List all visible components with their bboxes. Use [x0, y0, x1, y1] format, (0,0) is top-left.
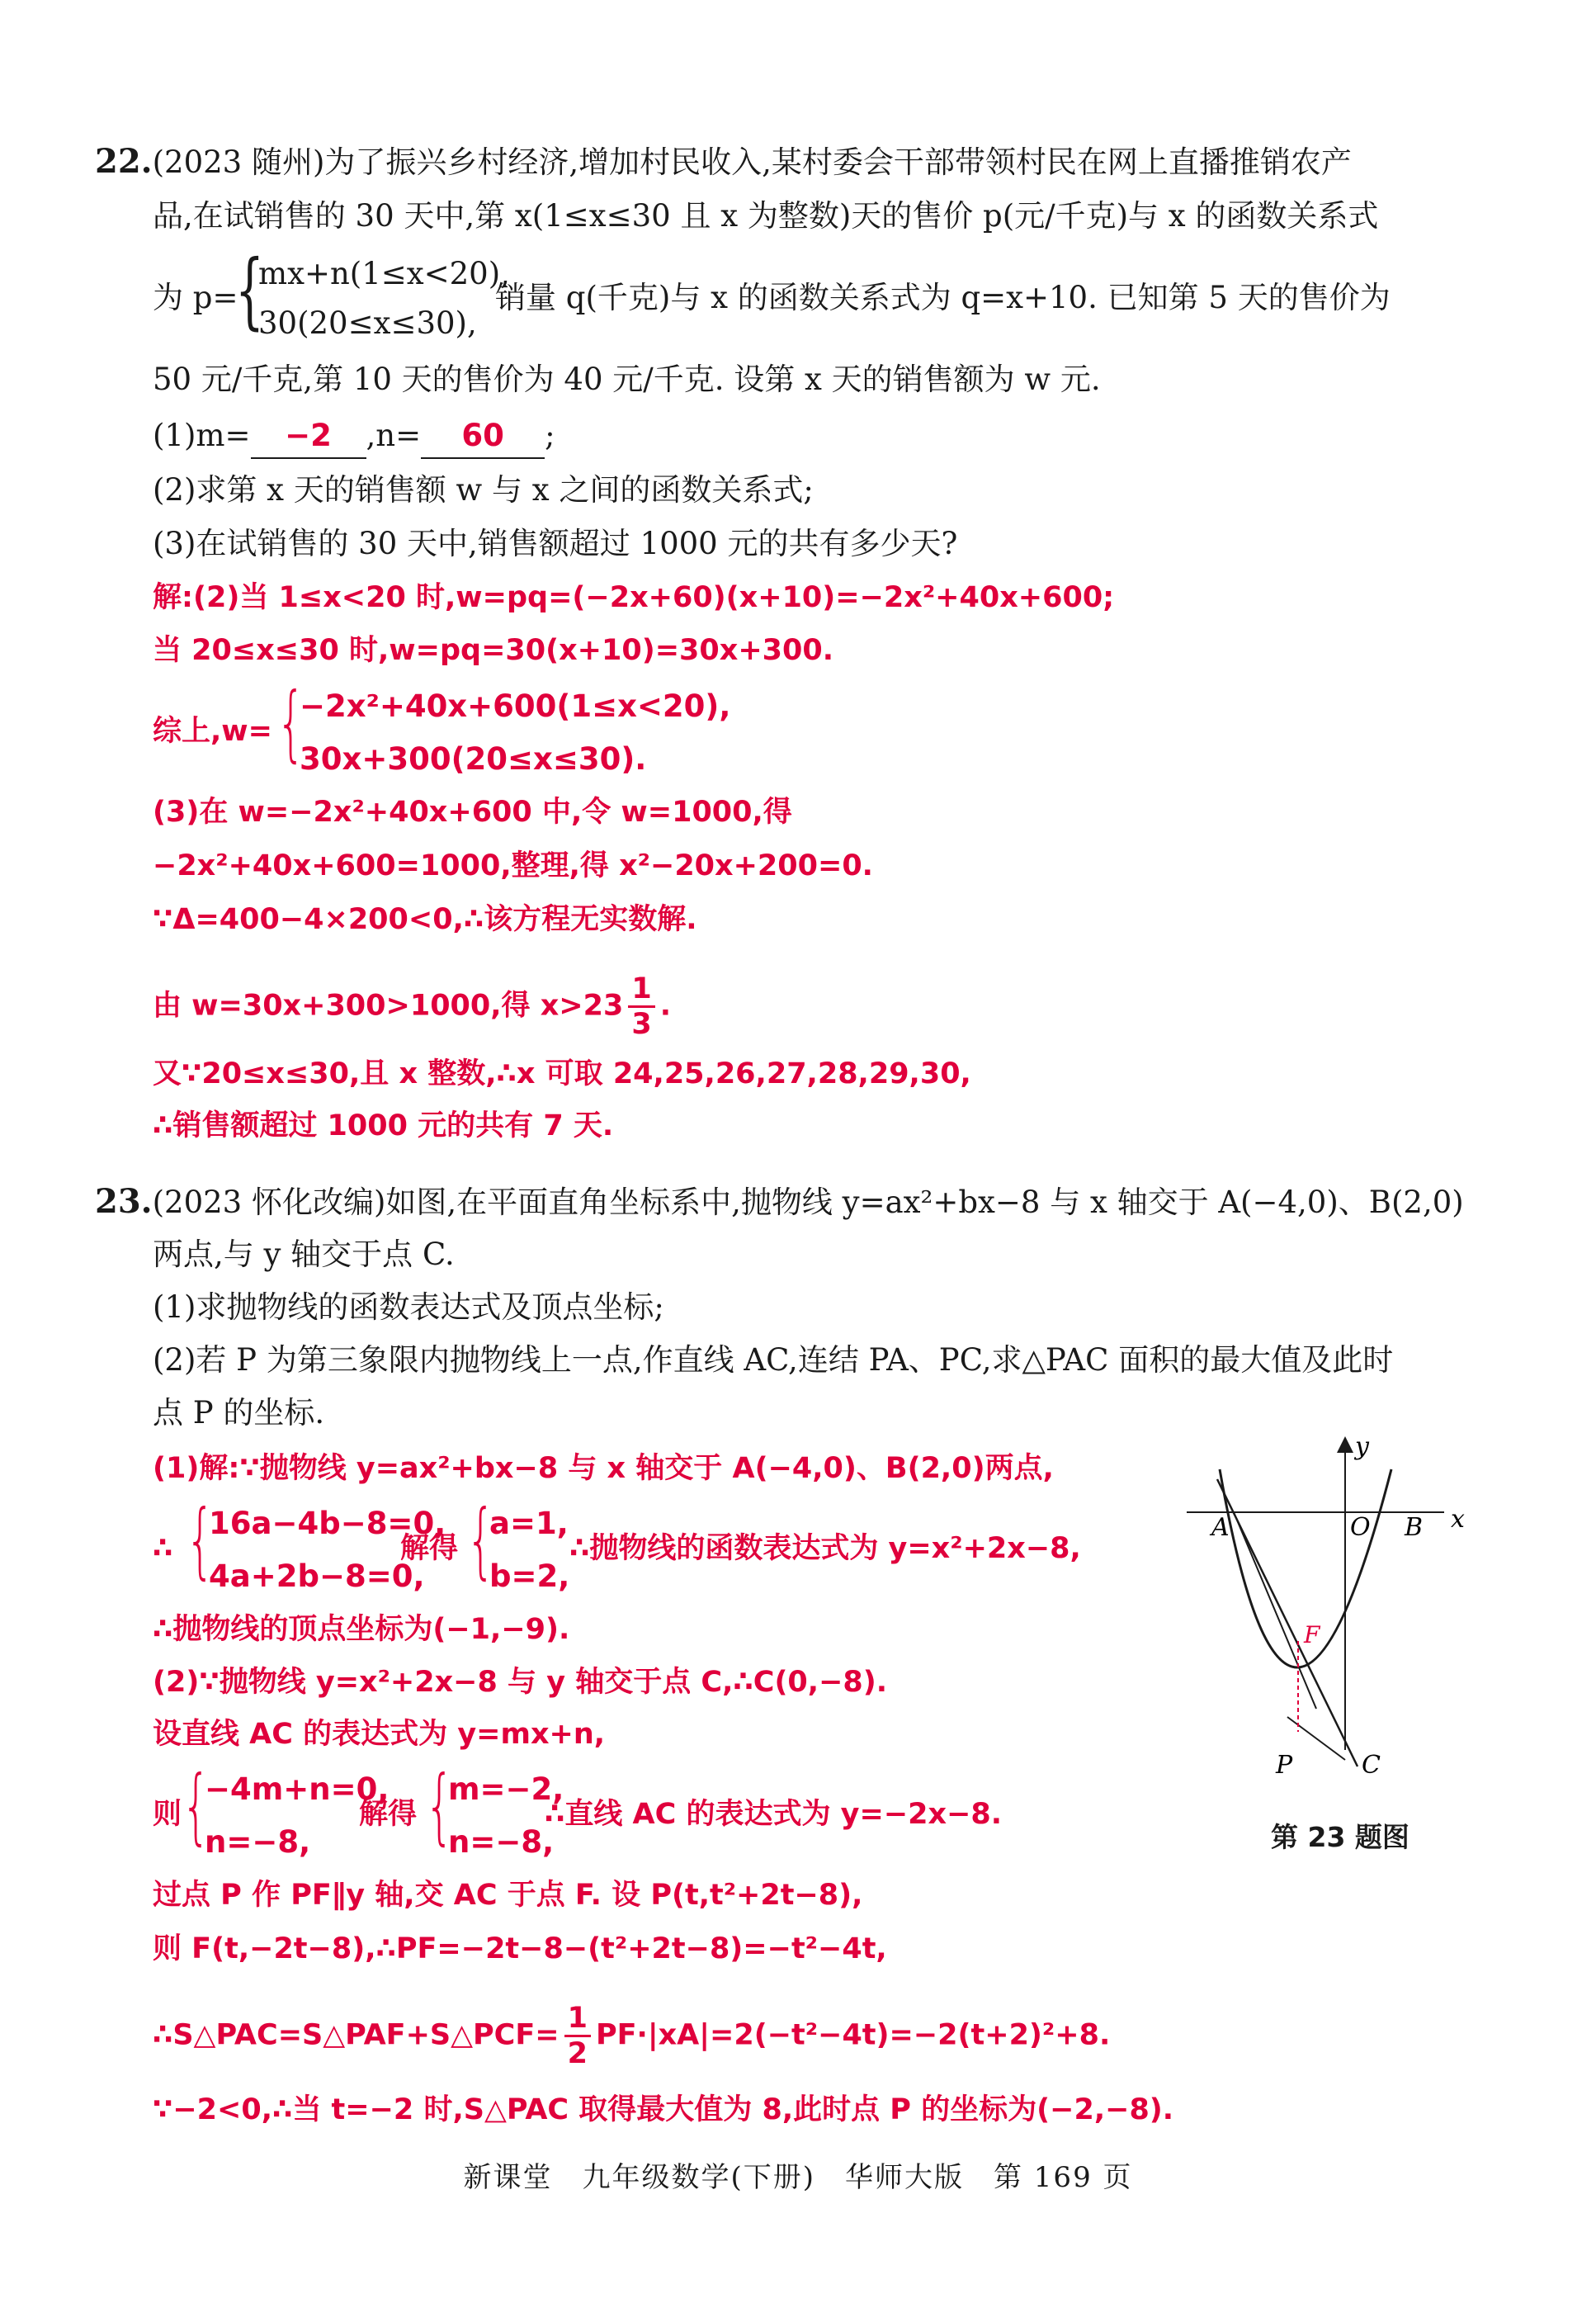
- q23-s2-r-1: a=1,: [489, 1506, 569, 1541]
- q23-s6-prefix: 则: [153, 1798, 182, 1831]
- q22-intro-line-2: 品,在试销售的 30 天中,第 x(1≤x≤30 且 x 为整数)天的售价 p(元/千克)与 x 的函数关系式: [153, 198, 1379, 234]
- q22-answer-m: −2: [251, 414, 366, 459]
- q23-s2-r-2: b=2,: [489, 1558, 570, 1594]
- q23-figure: [1172, 1436, 1502, 1799]
- fraction-denominator: 3: [631, 1008, 652, 1041]
- brace-icon: {: [466, 1492, 495, 1588]
- q23-s6-result: [425, 1757, 564, 1864]
- brace-icon: {: [235, 242, 264, 338]
- label-a: A: [1211, 1513, 1230, 1542]
- q23-solution-4: (2)∵抛物线 y=x²+2x−8 与 y 轴交于点 C,∴C(0,−8).: [153, 1666, 888, 1699]
- q23-s6-end: ∴直线 AC 的表达式为 y=−2x−8.: [545, 1798, 1003, 1831]
- label-o: O: [1350, 1513, 1371, 1542]
- brace-icon: {: [276, 674, 305, 771]
- q23-s2-prefix: ∴: [153, 1532, 173, 1565]
- q22-part1-mid: ,n=: [366, 418, 422, 453]
- q22-intro-line-4: 50 元/千克,第 10 天的售价为 40 元/千克. 设第 x 天的销售额为 w 元.: [153, 362, 1101, 397]
- fraction-one-half: [564, 2002, 591, 2070]
- q22-solution3b-line-2: ∴销售额超过 1000 元的共有 7 天.: [153, 1109, 614, 1142]
- segment-pa: [1234, 1512, 1316, 1709]
- q23-solution-1: (1)解:∵抛物线 y=ax²+bx−8 与 x 轴交于 A(−4,0)、B(2,0)两点,: [153, 1452, 1054, 1485]
- q23-s6-eq-2: n=−8,: [205, 1824, 311, 1860]
- q23-part-2a: (2)若 P 为第三象限内抛物线上一点,作直线 AC,连结 PA、PC,求△PAC 面积的最大值及此时: [153, 1342, 1394, 1378]
- q22-answer-n: 60: [421, 414, 545, 459]
- q22-intro-1: (2023 随州)为了振兴乡村经济,增加村民收入,某村委会干部带领村民在网上直播推销农产: [152, 144, 1352, 180]
- q23-s2-eq-2: 4a+2b−8=0,: [209, 1558, 425, 1594]
- label-c: C: [1362, 1751, 1381, 1780]
- q22-part1-end: ;: [545, 418, 555, 453]
- figure-caption: 第 23 题图: [1271, 1821, 1409, 1853]
- q22-part-2: (2)求第 x 天的销售额 w 与 x 之间的函数关系式;: [153, 472, 814, 508]
- q23-s2-result: [466, 1492, 574, 1598]
- q22-part1-prefix: (1)m=: [153, 418, 251, 453]
- q23-part-1: (1)求抛物线的函数表达式及顶点坐标;: [153, 1289, 664, 1325]
- q23-s2-mid: 解得: [400, 1532, 459, 1565]
- q23-s6-eq-1: −4m+n=0,: [205, 1771, 390, 1807]
- q22-solution3-line-3: ∵Δ=400−4×200<0,∴该方程无实数解.: [153, 903, 697, 936]
- q23-s6-mid: 解得: [359, 1798, 418, 1831]
- q23-solution-8: 则 F(t,−2t−8),∴PF=−2t−8−(t²+2t−8)=−t²−4t,: [153, 1932, 887, 1965]
- q22-summary-case-2: 30x+300(20≤x≤30).: [300, 741, 647, 777]
- brace-icon: {: [186, 1492, 215, 1588]
- q23-s2-eq-1: 16a−4b−8=0,: [209, 1506, 446, 1541]
- q22-p-prefix: 为 p=: [153, 280, 238, 315]
- q22-solution3b-line-1: 又∵20≤x≤30,且 x 整数,∴x 可取 24,25,26,27,28,29,30,: [153, 1057, 971, 1090]
- q23-s6-r-2: n=−8,: [448, 1824, 555, 1860]
- q23-s9-a: ∴S△PAC=S△PAF+S△PCF=: [153, 2018, 560, 2052]
- q23-solution-7: 过点 P 作 PF∥y 轴,交 AC 于点 F. 设 P(t,t²+2t−8),: [153, 1879, 863, 1912]
- q22-fraction-line: [153, 972, 671, 1041]
- q23-intro-1: (2023 怀化改编)如图,在平面直角坐标系中,抛物线 y=ax²+bx−8 与 x 轴交于 A(−4,0)、B(2,0): [152, 1185, 1464, 1220]
- q23-solution-5: 设直线 AC 的表达式为 y=mx+n,: [153, 1718, 606, 1751]
- q22-p-case-1: mx+n(1≤x<20),: [258, 256, 510, 291]
- q23-solution-10: ∵−2<0,∴当 t=−2 时,S△PAC 取得最大值为 8,此时点 P 的坐标为(−2,−8).: [153, 2093, 1174, 2126]
- q22-intro-line-1: [95, 140, 1352, 184]
- q23-s6-r-1: m=−2,: [448, 1771, 564, 1807]
- label-b: B: [1405, 1513, 1424, 1542]
- fraction-numerator: 1: [564, 2002, 591, 2037]
- fraction-denominator: 2: [567, 2037, 588, 2070]
- brace-icon: {: [182, 1757, 210, 1854]
- q23-solution-9: [153, 2002, 1110, 2070]
- q23-number: 23.: [95, 1182, 153, 1221]
- q22-solution-line-2: 当 20≤x≤30 时,w=pq=30(x+10)=30x+300.: [153, 634, 833, 667]
- q22-solution3-line-1: (3)在 w=−2x²+40x+600 中,令 w=1000,得: [153, 796, 792, 829]
- q23-part-2b: 点 P 的坐标.: [153, 1395, 325, 1431]
- q23-intro-line-1: [95, 1180, 1464, 1224]
- q23-s9-b: PF·|xA|=2(−t²−4t)=−2(t+2)²+8.: [595, 2018, 1111, 2052]
- q22-solution-line-1: 解:(2)当 1≤x<20 时,w=pq=(−2x+60)(x+10)=−2x²+40x+600;: [153, 581, 1115, 614]
- q22-p-piecewise: [235, 242, 510, 348]
- page-footer: 新课堂 九年级数学(下册) 华师大版 第 169 页: [463, 2161, 1133, 2194]
- label-f: F: [1304, 1621, 1320, 1648]
- q23-intro-line-2: 两点,与 y 轴交于点 C.: [153, 1237, 455, 1272]
- q22-fraction-prefix: 由 w=30x+300>1000,得 x>23: [153, 989, 624, 1023]
- q22-summary-case-1: −2x²+40x+600(1≤x<20),: [300, 688, 731, 724]
- q23-s2-end: ∴抛物线的函数表达式为 y=x²+2x−8,: [569, 1532, 1081, 1565]
- q22-summary-prefix: 综上,w=: [153, 715, 272, 748]
- label-y: y: [1355, 1436, 1369, 1461]
- label-p: P: [1276, 1751, 1293, 1780]
- fraction-one-third: [628, 972, 654, 1041]
- brace-icon: {: [425, 1757, 454, 1854]
- q22-fraction-end: .: [659, 989, 671, 1023]
- q22-part-1: [153, 414, 555, 459]
- q22-p-case-2: 30(20≤x≤30),: [258, 305, 477, 341]
- q22-summary-piecewise: [276, 674, 731, 781]
- q22-number: 22.: [95, 142, 153, 181]
- fraction-numerator: 1: [628, 972, 654, 1008]
- q23-solution-3: ∴抛物线的顶点坐标为(−1,−9).: [153, 1613, 570, 1646]
- q22-part-3: (3)在试销售的 30 天中,销售额超过 1000 元的共有多少天?: [153, 526, 958, 561]
- q22-solution3-line-2: −2x²+40x+600=1000,整理,得 x²−20x+200=0.: [153, 849, 873, 882]
- label-x: x: [1451, 1505, 1465, 1534]
- q22-p-suffix: 销量 q(千克)与 x 的函数关系式为 q=x+10. 已知第 5 天的售价为: [495, 280, 1391, 315]
